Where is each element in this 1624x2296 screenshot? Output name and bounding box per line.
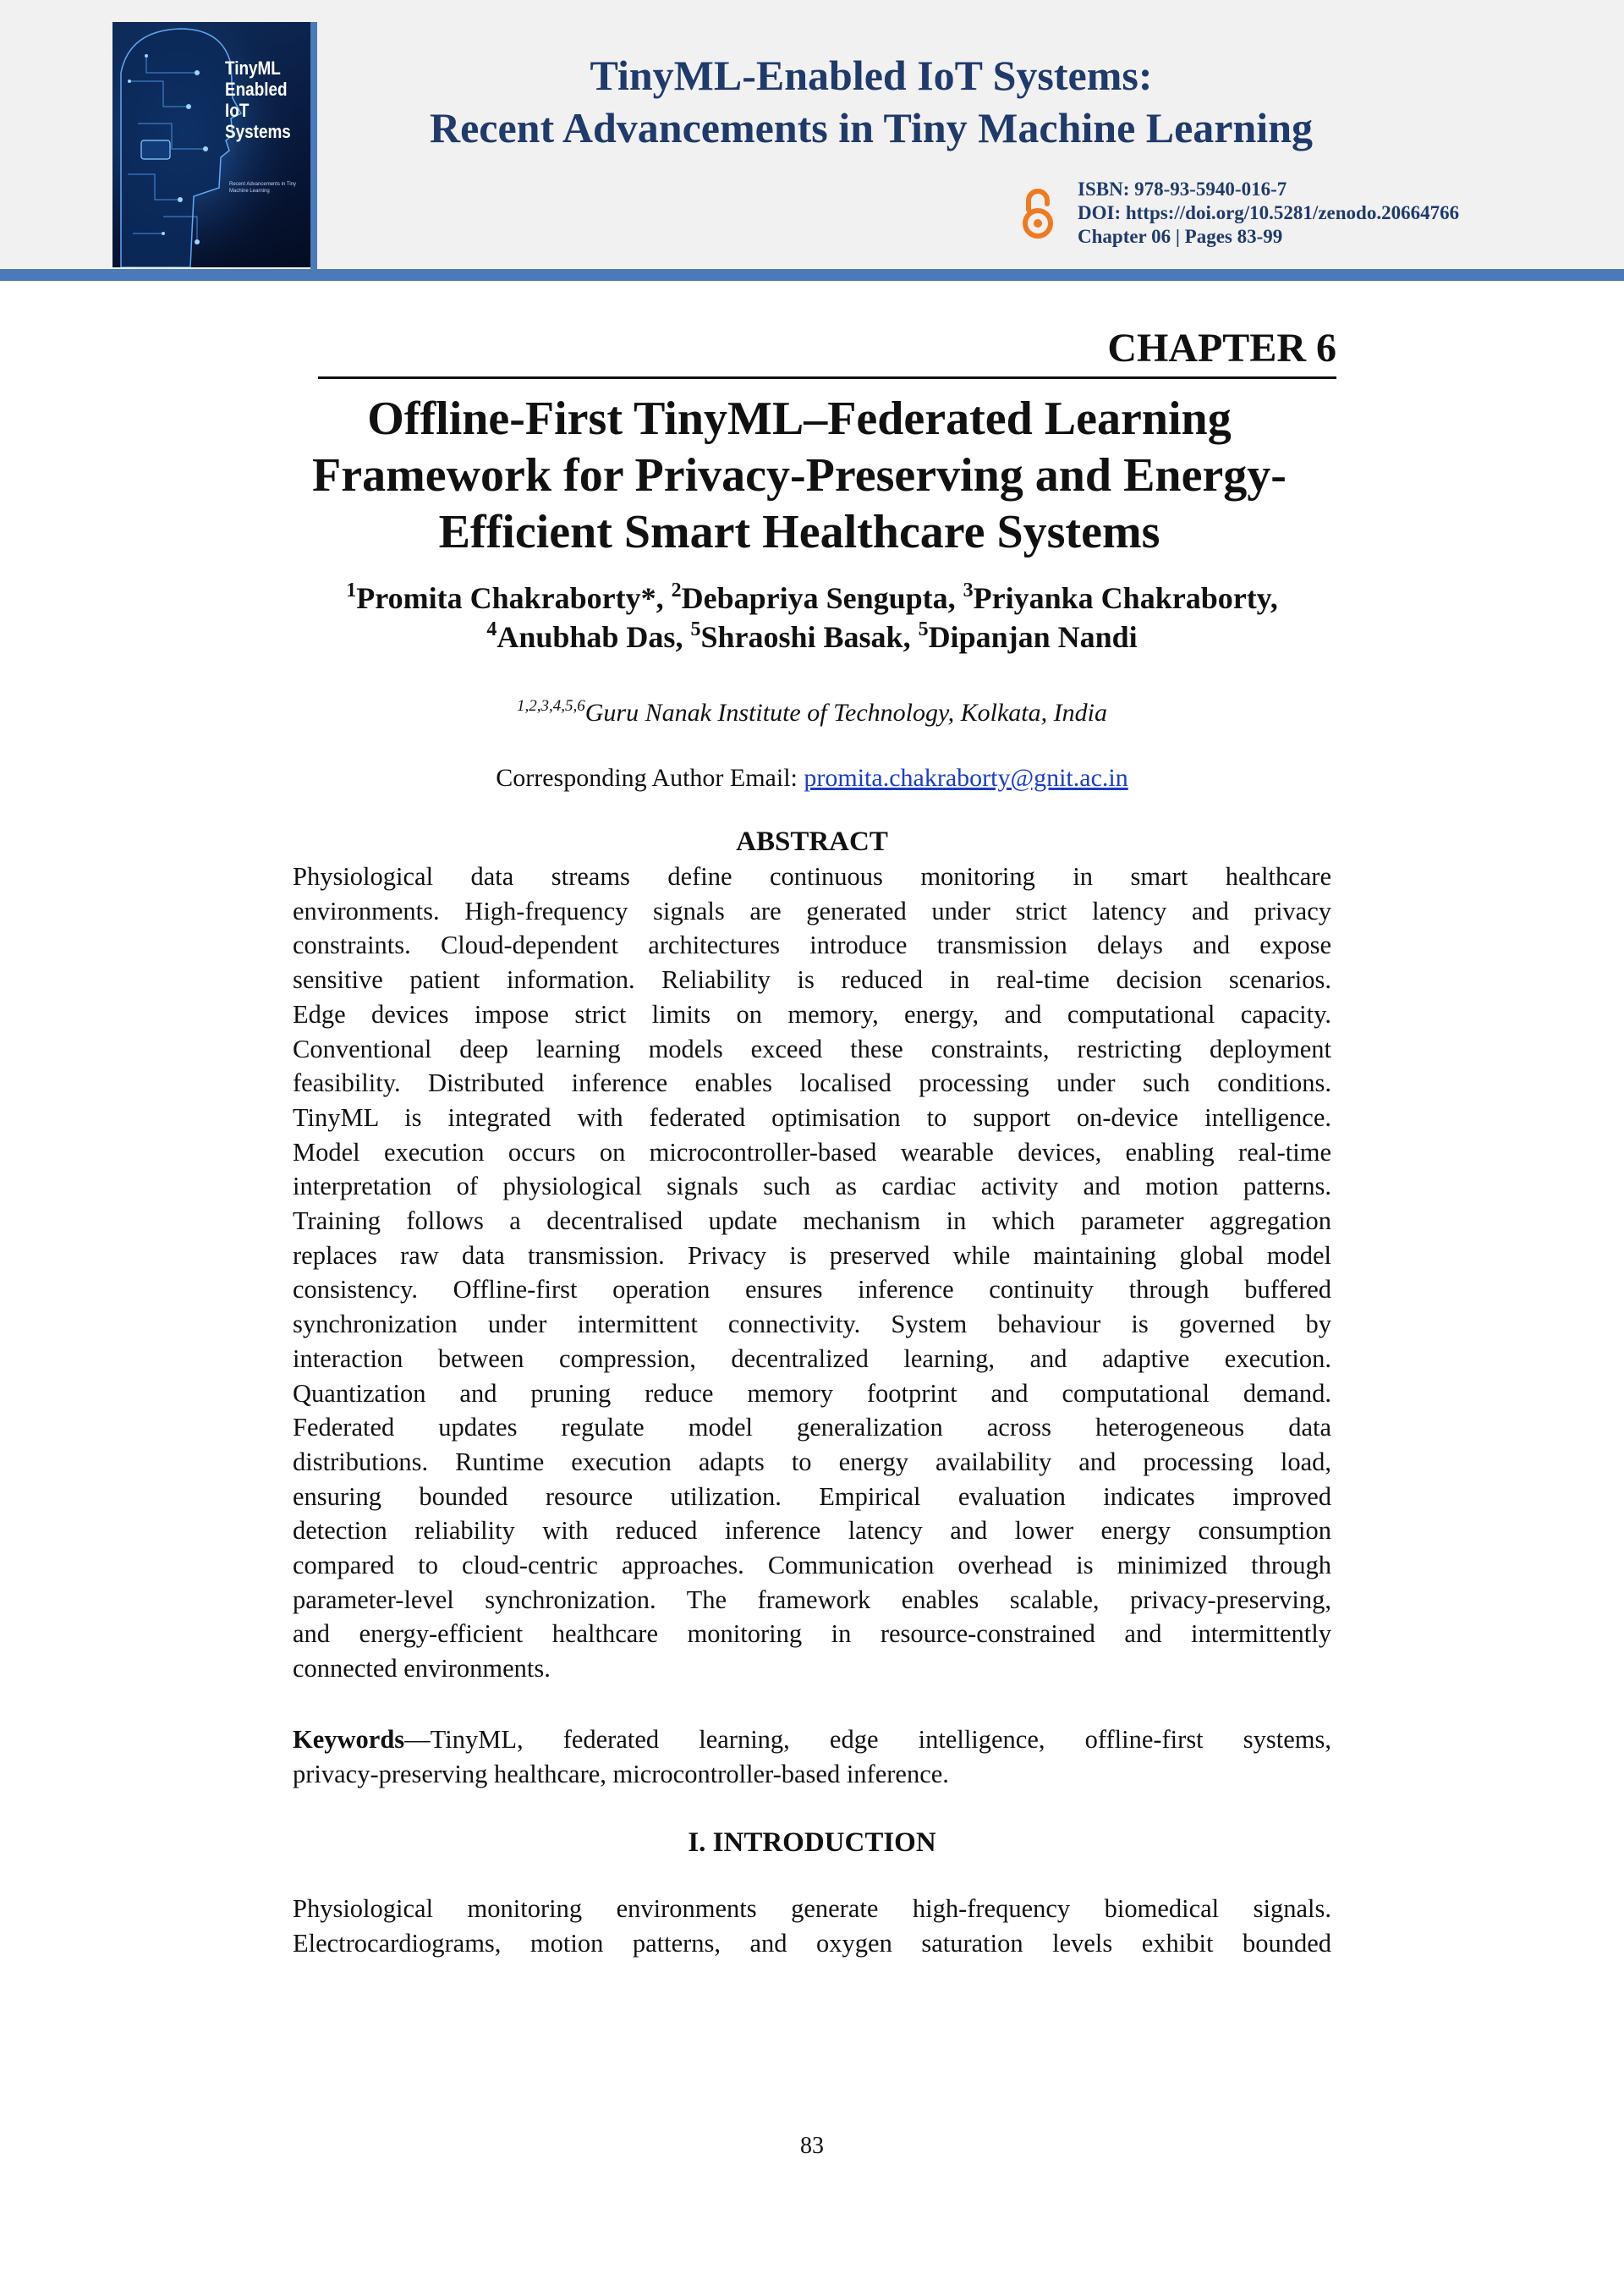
introduction-heading: I. INTRODUCTION <box>688 1827 936 1858</box>
isbn: ISBN: 978-93-5940-016-7 <box>1078 179 1287 200</box>
chapter-label: CHAPTER 6 <box>1107 326 1336 371</box>
author-list <box>254 579 1370 656</box>
cover-divider <box>310 22 317 269</box>
abstract-line: Model execution occurs on microcontroller-based wearable devices, enabling real-time <box>293 1137 1331 1167</box>
abstract-line: interaction between compression, decentralized learning, and adaptive execution. <box>293 1343 1331 1373</box>
abstract-line: connected environments. <box>293 1654 551 1684</box>
book-cover-thumbnail <box>112 22 310 267</box>
abstract-line: Federated updates regulate model generalization across heterogeneous data <box>293 1413 1331 1442</box>
abstract-line: constraints. Cloud-dependent architectures introduce transmission delays and expose <box>293 931 1331 960</box>
author-name: Priyanka Chakraborty, <box>973 581 1278 615</box>
author-name: Debapriya Sengupta <box>681 581 948 615</box>
header-accent-bar <box>0 269 1624 281</box>
abstract-line: replaces raw data transmission. Privacy is preserved while maintaining global model <box>293 1240 1331 1270</box>
abstract-line: TinyML is integrated with federated optimisation to support on-device intelligence. <box>293 1102 1331 1132</box>
abstract-line: interpretation of physiological signals such as cardiac activity and motion patterns. <box>293 1172 1331 1201</box>
abstract-text <box>293 860 1331 1686</box>
author-name: Dipanjan Nandi <box>928 620 1138 654</box>
abstract-line: distributions. Runtime execution adapts to energy availability and processing load, <box>293 1447 1331 1476</box>
abstract-line: parameter-level synchronization. The framework enables scalable, privacy-preserving, <box>293 1585 1331 1614</box>
book-metadata <box>1078 178 1459 249</box>
author-name: Promita Chakraborty* <box>356 581 656 615</box>
abstract-line: Physiological data streams define continuous monitoring in smart healthcare <box>293 862 1331 891</box>
author-email-link[interactable]: promita.chakraborty@gnit.ac.in <box>804 764 1128 792</box>
chapter-pages: Chapter 06 | Pages 83-99 <box>1078 226 1283 247</box>
doi[interactable]: DOI: https://doi.org/10.5281/zenodo.20664766 <box>1078 202 1460 223</box>
abstract-line: sensitive patient information. Reliability is reduced in real-time decision scenarios. <box>293 965 1331 995</box>
chapter-title: Offline-First TinyML–Federated Learning Framework for Privacy-Preserving and Energy- Efficient Smart Healthcare Systems <box>312 393 1287 558</box>
author-name: Anubhab Das <box>497 620 676 654</box>
keywords-label: Keywords <box>293 1725 405 1754</box>
abstract-line: Edge devices impose strict limits on memory, energy, and computational capacity. <box>293 999 1331 1029</box>
abstract-line: Training follows a decentralised update mechanism in which parameter aggregation <box>293 1206 1331 1236</box>
cover-subtitle: Recent Advancements in Tiny Machine Learning <box>229 182 297 194</box>
abstract-line: synchronization under intermittent connectivity. System behaviour is governed by <box>293 1310 1331 1339</box>
abstract-line: environments. High-frequency signals are generated under strict latency and privacy <box>293 896 1331 926</box>
page-number: 83 <box>800 2133 824 2159</box>
abstract-line: detection reliability with reduced inference latency and lower energy consumption <box>293 1516 1331 1546</box>
introduction-text: Physiological monitoring environments generate high-frequency biomedical signals. Electrocardiograms, motion patterns, and oxygen saturation levels exhibit bounded <box>293 1894 1331 1958</box>
author-line-2: $^4$Anubhab Das, $^5$Shraoshi Basak, $^5$Dipanjan Nandi <box>486 618 1138 654</box>
abstract-line: consistency. Offline-first operation ensures inference continuity through buffered <box>293 1275 1331 1305</box>
book-title: TinyML-Enabled IoT Systems: Recent Advancements in Tiny Machine Learning <box>429 52 1314 151</box>
keywords: Keywords—TinyML, federated learning, edge intelligence, offline-first systems, privacy-preserving healthcare, microcontroller-based inference. <box>293 1725 1331 1788</box>
abstract-line: and energy-efficient healthcare monitoring in resource-constrained and intermittently <box>293 1619 1331 1649</box>
abstract-line: feasibility. Distributed inference enables localised processing under such conditions. <box>293 1068 1331 1098</box>
abstract-line: ensuring bounded resource utilization. Empirical evaluation indicates improved <box>293 1481 1331 1511</box>
author-line-1: $^1$Promita Chakraborty*, $^2$Debapriya Sengupta, $^3$Priyanka Chakraborty, <box>346 579 1278 615</box>
abstract-line: Conventional deep learning models exceed these constraints, restricting deployment <box>293 1034 1331 1063</box>
cover-title: TinyML Enabled IoT Systems <box>225 58 291 142</box>
abstract-line: Quantization and pruning reduce memory footprint and computational demand. <box>293 1378 1331 1408</box>
chapter-rule <box>318 376 1336 379</box>
open-access-icon <box>1020 188 1056 240</box>
abstract-line: compared to cloud-centric approaches. Communication overhead is minimized through <box>293 1551 1331 1580</box>
affiliation: $^{1,2,3,4,5,6}$Guru Nanak Institute of Technology, Kolkata, India <box>517 697 1107 727</box>
author-name: Shraoshi Basak <box>700 620 903 654</box>
abstract-heading: ABSTRACT <box>736 827 888 857</box>
corresponding-author: Corresponding Author Email: promita.chakraborty@gnit.ac.in <box>496 764 1128 792</box>
